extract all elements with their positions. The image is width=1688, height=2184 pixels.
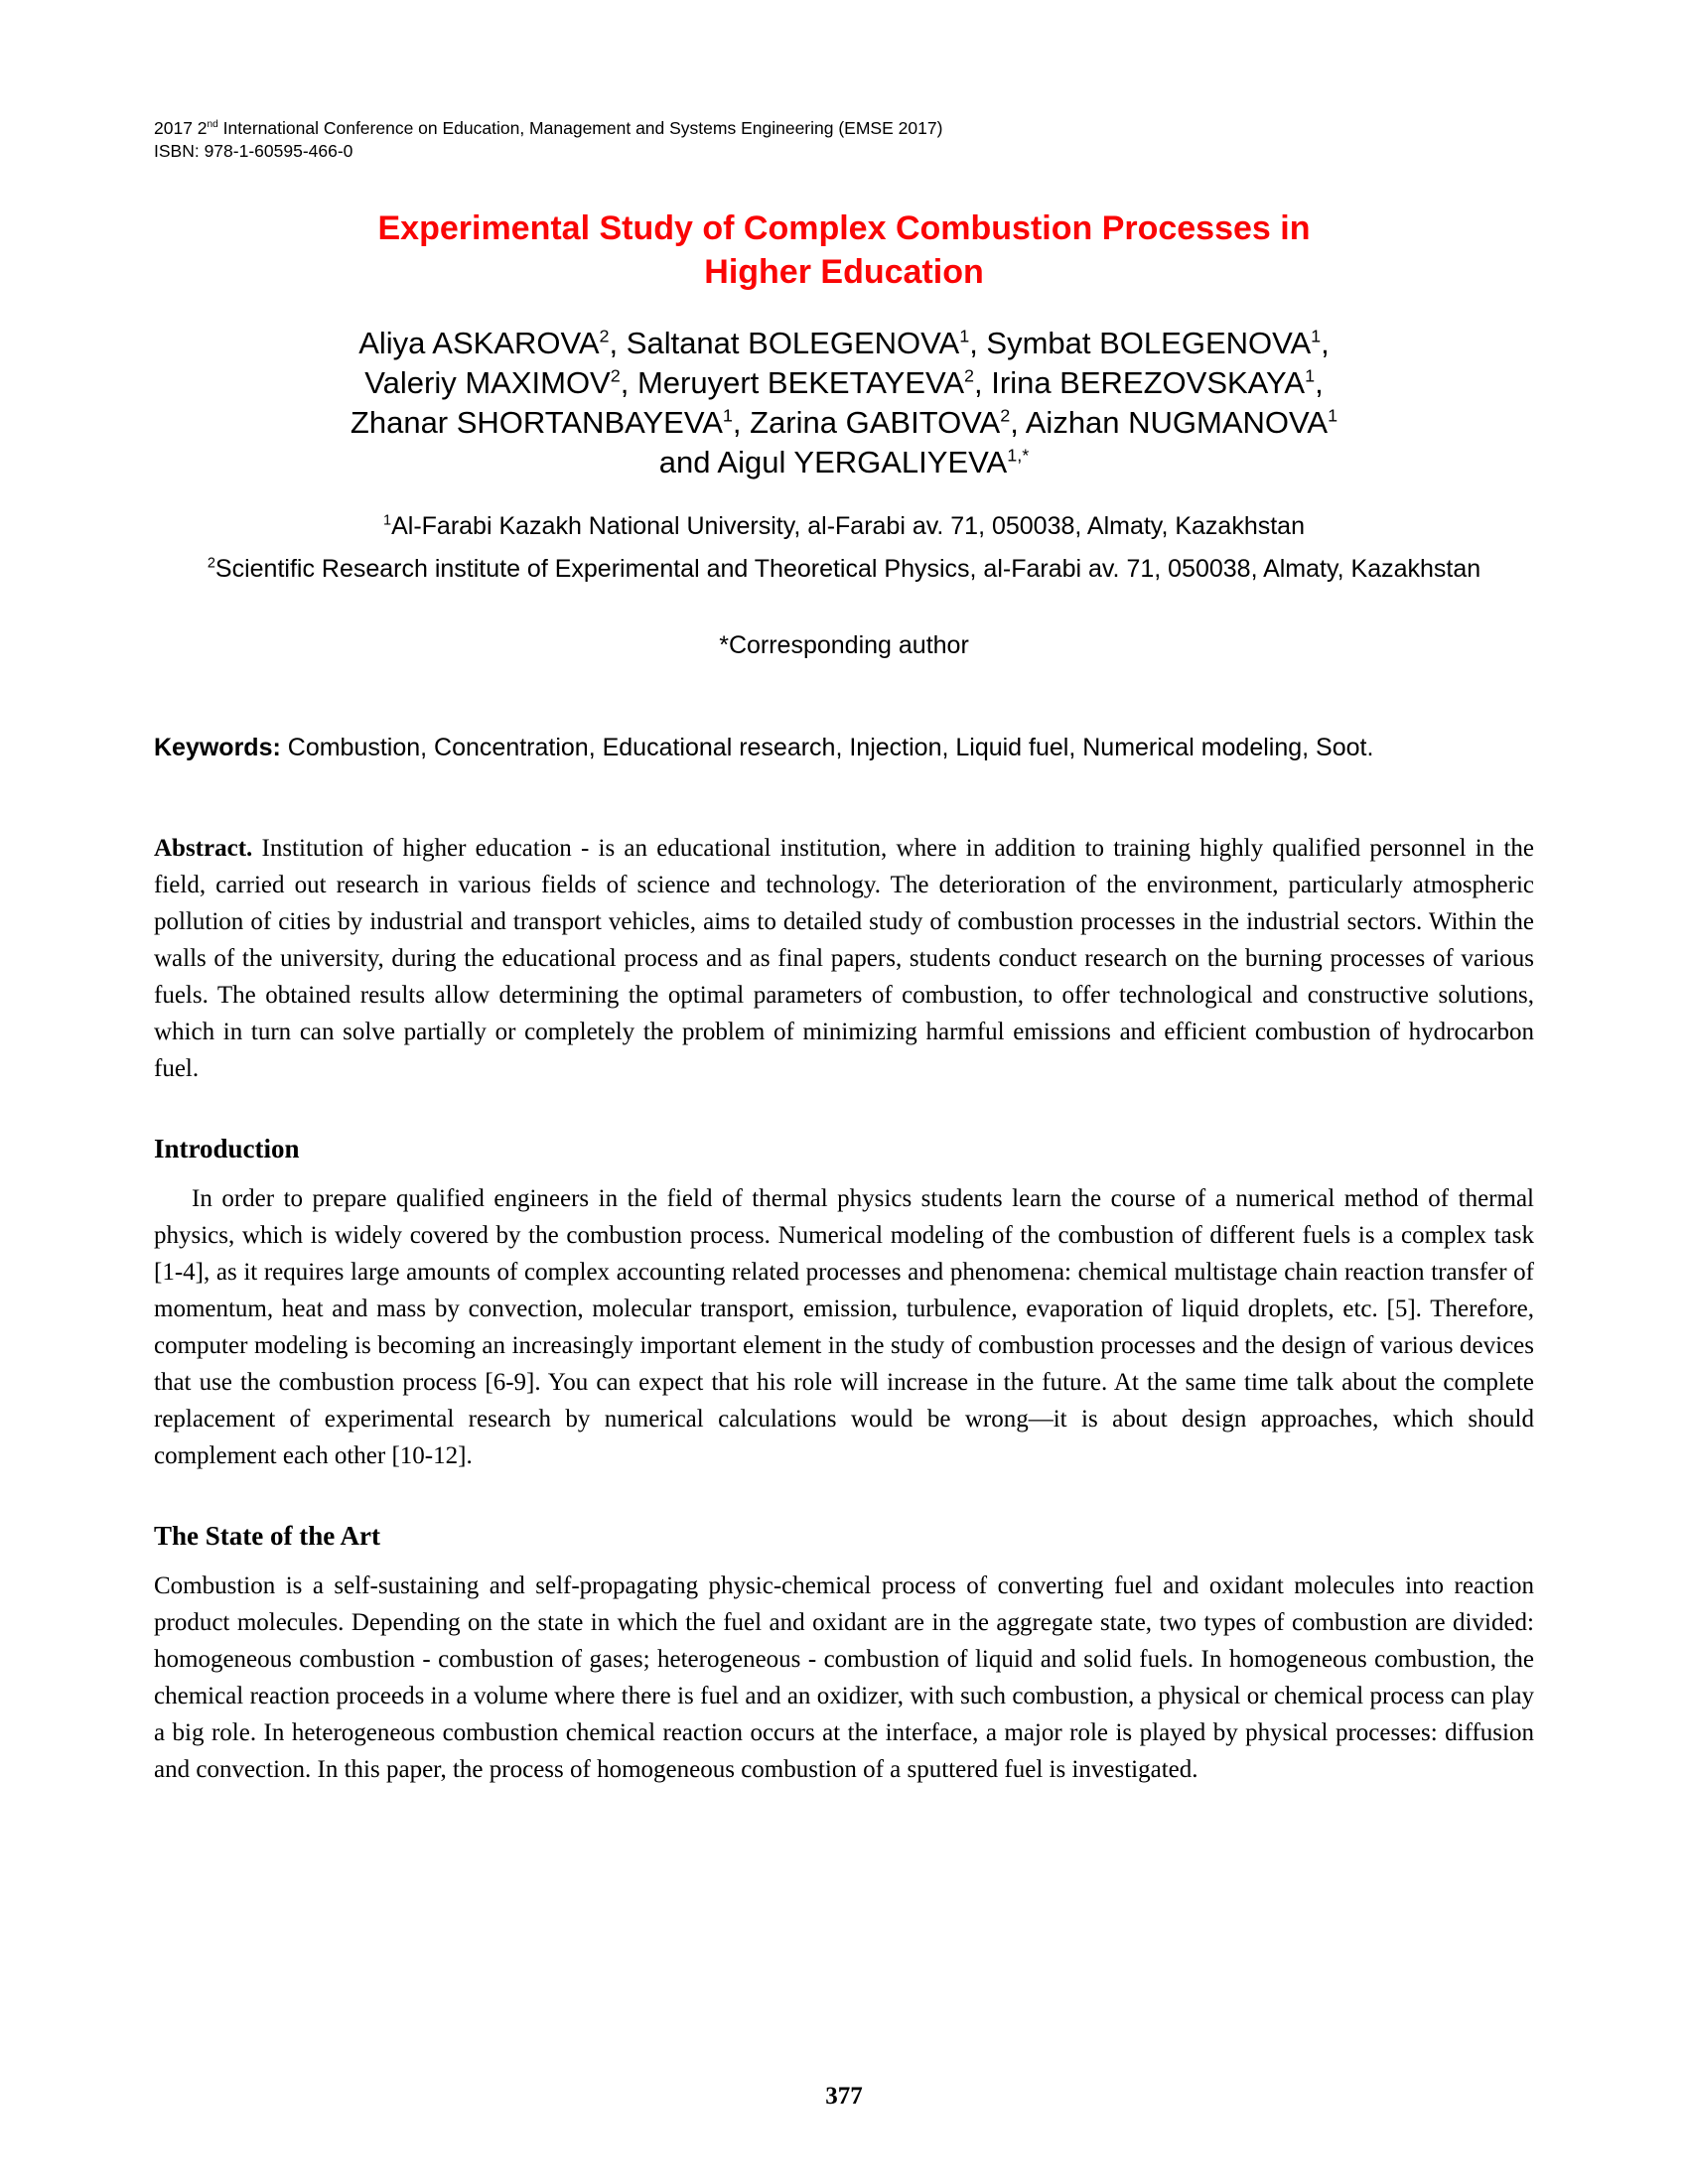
author-affiliation-superscript: 2 bbox=[964, 365, 975, 386]
conference-name bbox=[154, 117, 1534, 140]
conference-name-prefix: 2017 2 bbox=[154, 118, 208, 138]
state-of-the-art-paragraph: Combustion is a self-sustaining and self-propagating physic-chemical process of converting fuel and oxidant molecules into reaction product molecules. Depending on the state in which the fuel and oxidant are in the aggregate state, two types of combustion are divided: homogeneous combustion - combustion of gases; heterogeneous - combustion of liquid and solid fuels. In homogeneous combustion, the chemical reaction proceeds in a volume where there is fuel and an oxidizer, with such combustion, a physical or chemical process can play a big role. In heterogeneous combustion chemical reaction occurs at the interface, a major role is played by physical processes: diffusion and convection. In this paper, the process of homogeneous combustion of a sputtered fuel is investigated. bbox=[154, 1572, 1534, 1783]
page-number: 377 bbox=[825, 2083, 863, 2110]
author-name: , Zarina GABITOVA bbox=[732, 405, 1001, 440]
abstract-text: Institution of higher education - is an educational institution, where in addition to training highly qualified personnel in the field, carried out research in various fields of science and technology. The deterioration of the environment, particularly atmospheric pollution of cities by industrial and transport vehicles, aims to detailed study of combustion processes in the industrial sectors. Within the walls of the university, during the educational process and as final papers, students conduct research on the burning processes of various fuels. The obtained results allow determining the optimal parameters of combustion, to offer technological and constructive solutions, which in turn can solve partially or completely the problem of minimizing harmful emissions and efficient combustion of hydrocarbon fuel. bbox=[154, 835, 1534, 1082]
conference-header bbox=[154, 117, 1534, 163]
keywords-paragraph bbox=[154, 730, 1534, 766]
author-name: Valeriy MAXIMOV bbox=[364, 365, 611, 400]
keywords-text: Combustion, Concentration, Educational research, Injection, Liquid fuel, Numerical modeling, Soot. bbox=[287, 734, 1374, 761]
paper-title-line1: Experimental Study of Complex Combustion Processes in bbox=[377, 209, 1311, 247]
author-name: , Saltanat BOLEGENOVA bbox=[609, 326, 960, 360]
isbn-line: ISBN: 978-1-60595-466-0 bbox=[154, 141, 353, 161]
author-affiliation-superscript: 1 bbox=[1305, 365, 1316, 386]
author-name: , Irina BEREZOVSKAYA bbox=[974, 365, 1306, 400]
section-heading-state-of-the-art: The State of the Art bbox=[154, 1521, 380, 1551]
author-separator: , bbox=[1321, 326, 1330, 360]
conference-name-suffix: International Conference on Education, Management and Systems Engineering (EMSE 2017) bbox=[217, 118, 943, 138]
author-affiliation-superscript: 1 bbox=[1328, 405, 1338, 426]
author-affiliation-superscript: 2 bbox=[599, 326, 610, 346]
section-heading-introduction: Introduction bbox=[154, 1134, 300, 1163]
affiliation-1-marker: 1 bbox=[383, 512, 392, 529]
author-affiliation-superscript: 1 bbox=[959, 326, 970, 346]
author-name: Zhanar SHORTANBAYEVA bbox=[350, 405, 723, 440]
corresponding-author-note: *Corresponding author bbox=[719, 631, 969, 659]
conference-name-ordinal-superscript: nd bbox=[207, 119, 218, 131]
introduction-paragraph: In order to prepare qualified engineers in the field of thermal physics students learn the course of a numerical method of thermal physics, which is widely covered by the combustion process. Numerical modeling of the combustion of different fuels is a complex task [1-4], as it requires large amounts of complex accounting related processes and phenomena: chemical multistage chain reaction transfer of momentum, heat and mass by convection, molecular transport, emission, turbulence, evaporation of liquid droplets, etc. [5]. Therefore, computer modeling is becoming an increasingly important element in the study of combustion processes and the design of various devices that use the combustion process [6-9]. You can expect that his role will increase in the future. At the same time talk about the complete replacement of experimental research by numerical calculations would be wrong—it is about design approaches, which should complement each other [10-12]. bbox=[154, 1185, 1534, 1469]
author-name: Aliya ASKAROVA bbox=[358, 326, 600, 360]
affiliation-2 bbox=[154, 551, 1534, 588]
abstract-paragraph bbox=[154, 830, 1534, 1087]
keywords-label: Keywords: bbox=[154, 734, 281, 761]
author-name: and Aigul YERGALIYEVA bbox=[658, 445, 1008, 479]
paper-title-line2: Higher Education bbox=[704, 253, 984, 291]
abstract-label: Abstract. bbox=[154, 835, 253, 862]
affiliation-1-text: Al-Farabi Kazakh National University, al-Farabi av. 71, 050038, Almaty, Kazakhstan bbox=[391, 512, 1305, 540]
author-affiliation-superscript: 2 bbox=[1000, 405, 1011, 426]
author-affiliation-superscript: 2 bbox=[610, 365, 621, 386]
author-affiliation-superscript: 1 bbox=[722, 405, 733, 426]
affiliation-2-text: Scientific Research institute of Experimental and Theoretical Physics, al-Farabi av. 71, 050038, Almaty, Kazakhstan bbox=[214, 555, 1481, 583]
author-affiliation-superscript: 1 bbox=[1311, 326, 1322, 346]
author-name: , Aizhan NUGMANOVA bbox=[1010, 405, 1329, 440]
affiliation-2-marker: 2 bbox=[207, 555, 215, 572]
author-list bbox=[154, 324, 1534, 482]
author-separator: , bbox=[1315, 365, 1324, 400]
author-line-3 bbox=[154, 403, 1534, 443]
affiliation-1 bbox=[154, 508, 1534, 545]
author-line-1 bbox=[154, 324, 1534, 363]
author-name: , Meruyert BEKETAYEVA bbox=[620, 365, 965, 400]
author-line-4 bbox=[154, 443, 1534, 482]
author-affiliation-superscript: 1,* bbox=[1007, 445, 1030, 466]
author-name: , Symbat BOLEGENOVA bbox=[969, 326, 1312, 360]
paper-title bbox=[154, 206, 1534, 294]
author-line-2 bbox=[154, 363, 1534, 403]
